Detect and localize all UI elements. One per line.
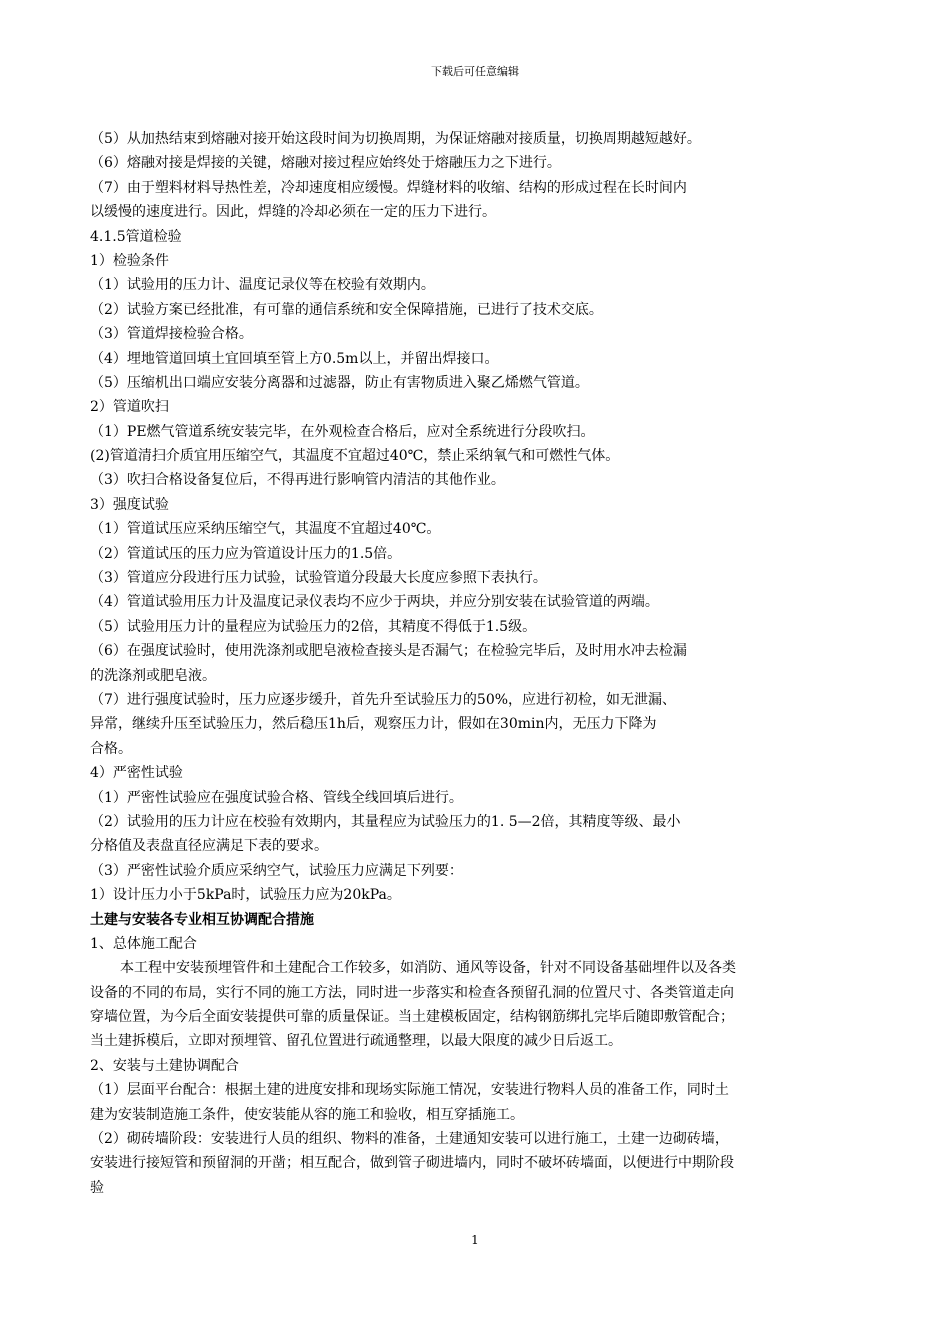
- text-line: 穿墙位置，为今后全面安装提供可靠的质量保证。当土建模板固定，结构钢筋绑扎完毕后随即敷管配合；: [90, 1009, 734, 1026]
- text-line: （4）埋地管道回填土宜回填至管上方0.5m以上，并留出焊接口。: [90, 350, 499, 367]
- text-line: 验: [90, 1179, 104, 1196]
- text-line: （2）砌砖墙阶段：安装进行人员的组织、物料的准备，土建通知安装可以进行施工，土建一边砌砖墙，: [90, 1131, 729, 1148]
- text-line: 4.1.5管道检验: [90, 228, 182, 245]
- text-line: 3）强度试验: [90, 496, 169, 513]
- text-line: 设备的不同的布局，实行不同的施工方法，同时进一步落实和检查各预留孔洞的位置尺寸、各类管道走向: [90, 984, 734, 1001]
- text-line: 安装进行接短管和预留洞的开凿；相互配合，做到管子砌进墙内，同时不破坏砖墙面，以便进行中期阶段: [90, 1155, 734, 1172]
- text-line: 1）检验条件: [90, 252, 169, 269]
- text-line: （2）管道试压的压力应为管道设计压力的1.5倍。: [90, 545, 402, 562]
- text-line: 本工程中安装预埋管件和土建配合工作较多，如消防、通风等设备，针对不同设备基础埋件以及各类: [120, 960, 736, 977]
- text-line: （5）压缩机出口端应安装分离器和过滤器，防止有害物质进入聚乙烯燃气管道。: [90, 374, 589, 391]
- text-line: （3）吹扫合格设备复位后，不得再进行影响管内清洁的其他作业。: [90, 472, 505, 489]
- text-line: 2、安装与土建协调配合: [90, 1057, 239, 1074]
- text-line: （5）从加热结束到熔融对接开始这段时间为切换周期，为保证熔融对接质量，切换周期越短越好。: [90, 131, 701, 147]
- page-header: 下载后可任意编辑: [431, 65, 519, 78]
- text-line: 异常，继续升压至试验压力，然后稳压1h后，观察压力计，假如在30min内，无压力下降为: [90, 716, 657, 733]
- text-line: 分格值及表盘直径应满足下表的要求。: [90, 838, 328, 855]
- text-line: （3）管道应分段进行压力试验，试验管道分段最大长度应参照下表执行。: [90, 570, 547, 587]
- text-line: （7）进行强度试验时，压力应逐步缓升，首先升至试验压力的50%，应进行初检，如无泄漏、: [90, 691, 677, 708]
- text-line: （1）PE燃气管道系统安装完毕，在外观检查合格后，应对全系统进行分段吹扫。: [90, 423, 595, 440]
- text-line: （5）试验用压力计的量程应为试验压力的2倍，其精度不得低于1.5级。: [90, 618, 537, 635]
- text-line: 建为安装制造施工条件，使安装能从容的施工和验收，相互穿插施工。: [90, 1106, 524, 1123]
- text-line: 4）严密性试验: [90, 765, 183, 782]
- text-line: （2）试验用的压力计应在校验有效期内，其量程应为试验压力的1. 5—2倍，其精度等级、最小: [90, 813, 681, 830]
- text-line: 以缓慢的速度进行。因此，焊缝的冷却必须在一定的压力下进行。: [90, 204, 496, 221]
- text-line: 合格。: [90, 740, 132, 757]
- text-line: 1、总体施工配合: [90, 935, 197, 952]
- text-line: （3）严密性试验介质应采纳空气，试验压力应满足下列要：: [90, 862, 463, 879]
- text-line: （6）熔融对接是焊接的关键，熔融对接过程应始终处于熔融压力之下进行。: [90, 155, 561, 172]
- text-line: （3）管道焊接检验合格。: [90, 326, 253, 343]
- section-heading: 土建与安装各专业相互协调配合措施: [90, 911, 314, 928]
- text-line: 当土建拆模后，立即对预埋管、留孔位置进行疏通整理，以最大限度的减少日后返工。: [90, 1033, 622, 1050]
- document-body: [90, 127, 865, 1200]
- text-line: （1）严密性试验应在强度试验合格、管线全线回填后进行。: [90, 789, 463, 806]
- text-line: 的洗涤剂或肥皂液。: [90, 667, 216, 684]
- text-line: (2)管道清扫介质宜用压缩空气，其温度不宜超过40℃，禁止采纳氧气和可燃性气体。: [90, 448, 620, 465]
- page-number: 1: [471, 1233, 479, 1247]
- text-line: （2）试验方案已经批准，有可靠的通信系统和安全保障措施，已进行了技术交底。: [90, 301, 603, 318]
- text-line: （1）管道试压应采纳压缩空气，其温度不宜超过40℃。: [90, 521, 441, 538]
- text-line: （7）由于塑料材料导热性差，冷却速度相应缓慢。焊缝材料的收缩、结构的形成过程在长时间内: [90, 179, 687, 196]
- text-line: （1）层面平台配合：根据土建的进度安排和现场实际施工情况，安装进行物料人员的准备工作，同时土: [90, 1082, 729, 1099]
- text-line: 2）管道吹扫: [90, 399, 169, 416]
- text-line: （1）试验用的压力计、温度记录仪等在校验有效期内。: [90, 277, 435, 294]
- text-line: 1）设计压力小于5kPa时，试验压力应为20kPa。: [90, 887, 401, 904]
- text-line: （4）管道试验用压力计及温度记录仪表均不应少于两块，并应分别安装在试验管道的两端。: [90, 594, 659, 611]
- text-line: （6）在强度试验时，使用洗涤剂或肥皂液检查接头是否漏气；在检验完毕后，及时用水冲去检漏: [90, 643, 687, 660]
